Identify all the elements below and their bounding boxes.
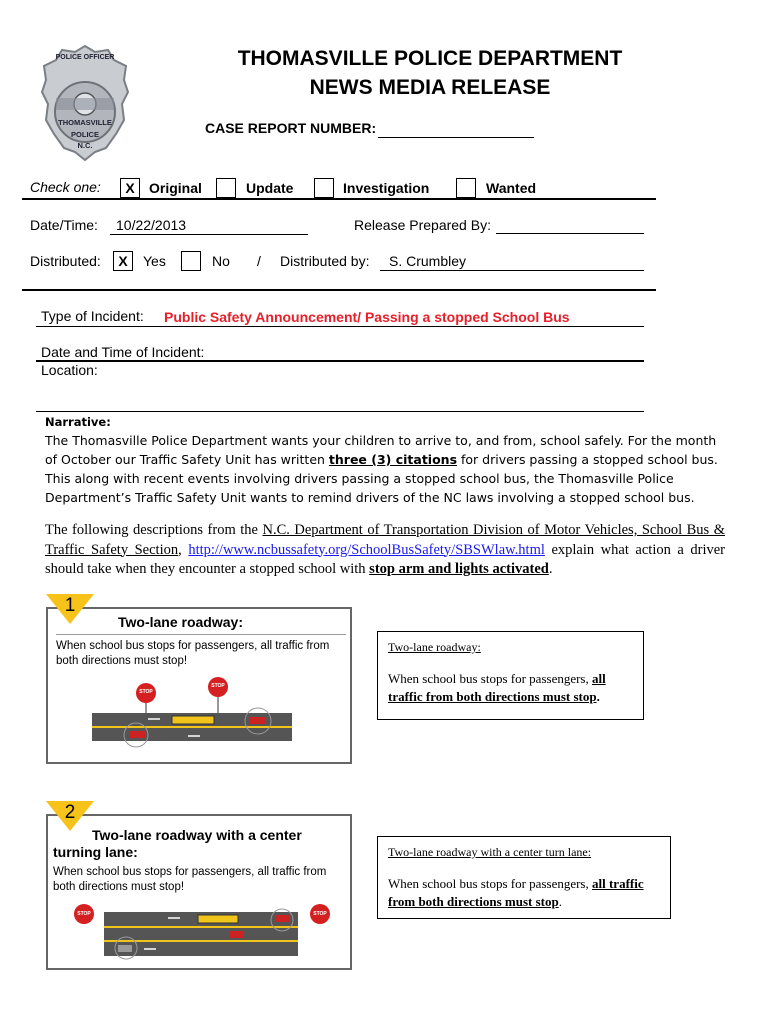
divider [36,360,644,362]
stop-sign-label: STOP [211,683,225,689]
narrative-paragraph: The Thomasville Police Department wants your children to arrive to, and from, school safely. For the month of October our Traffic Safety Unit has written three (3) citations for drivers passing a stopped school bus. This along with recent events involving drivers passing a stopped school bus, the Thomasville Police Department’s Traffic Safety Unit wants to remind drivers of the NC laws involving a stopped school bus. [45,433,718,505]
divider [36,411,644,412]
checkbox-update[interactable] [216,178,236,198]
diagram-caption: When school bus stops for passengers, all traffic from both directions must stop! [53,866,327,893]
divider [56,634,346,635]
case-report-label: CASE REPORT NUMBER: [205,120,377,136]
incident-type-value: Public Safety Announcement/ Passing a stopped School Bus [164,309,570,325]
case-report-field[interactable] [378,137,534,138]
release-prepared-field[interactable] [496,233,644,234]
incident-type-label: Type of Incident: [41,308,144,324]
separator-slash: / [257,253,261,269]
divider [22,289,656,291]
two-lane-road-illustration [48,673,350,763]
date-time-field-line [110,234,308,235]
narrative-heading: Narrative: [45,415,111,429]
stop-sign-label: STOP [313,911,327,917]
badge-state-text: N.C. [77,141,93,150]
diagram-title: Two-lane roadway: [118,614,243,630]
distributed-by-value: S. Crumbley [389,253,467,269]
option-update-label: Update [246,180,294,196]
distributed-by-label: Distributed by: [280,253,370,269]
date-time-label: Date/Time: [30,217,98,233]
stop-sign-label: STOP [77,911,91,917]
yes-label: Yes [143,253,166,269]
no-label: No [212,253,230,269]
diagram-two-lane [46,607,352,764]
badge-police-text: POLICE [71,130,99,139]
explanation-box-two-lane [377,631,644,720]
explanation-title: Two-lane roadway with a center turn lane: [388,845,592,859]
divider [22,198,656,200]
explanation-title: Two-lane roadway: [388,640,481,654]
citations-emphasis: three (3) citations [328,452,458,467]
stop-arm-emphasis: stop arm and lights activated [369,561,549,577]
checkbox-no[interactable] [181,251,201,271]
date-time-value: 10/22/2013 [116,217,187,233]
option-original-label: Original [149,180,202,196]
center-turn-lane-road-illustration [48,898,350,970]
option-wanted-label: Wanted [486,180,537,196]
release-prepared-label: Release Prepared By: [354,217,491,233]
checkbox-yes[interactable]: X [113,251,133,271]
explanation-box-center-turn-lane [377,836,671,919]
diagram-number: 1 [64,595,76,616]
diagram-center-turn-lane [46,814,352,970]
diagram-title: Two-lane roadway with a center [92,827,302,843]
page-title: THOMASVILLE POLICE DEPARTMENT [237,47,623,70]
distributed-by-field-line [380,270,644,271]
explanation-text: When school bus stops for passengers, all traffic from both directions must stop. [388,876,644,909]
stop-sign-label: STOP [139,689,153,695]
diagram-caption: When school bus stops for passengers, all traffic from both directions must stop! [56,640,330,667]
checkbox-wanted[interactable] [456,178,476,198]
source-paragraph: The following descriptions from the N.C. Department of Transportation Division of Motor Vehicles, School Bus & Traffic Safety Section, http://www.ncbussafety.org/SchoolBusSafety/SBSWlaw.html explain what action a driver should take when they encounter a stopped school with stop arm and lights activated. [45,522,726,577]
ncbussafety-url-link[interactable]: http://www.ncbussafety.org/SchoolBusSafety/SBSWlaw.html [188,541,545,558]
explanation-text: When school bus stops for passengers, all traffic from both directions must stop. [388,671,606,704]
diagram-title-cont: turning lane: [53,844,138,860]
ncdot-source-link[interactable]: N.C. Department of Transportation Division of Motor Vehicles, School Bus & Traffic Safety Section [45,522,725,558]
divider [36,326,644,327]
location-label: Location: [41,362,98,378]
page-subtitle: NEWS MEDIA RELEASE [309,76,551,99]
diagram-number: 2 [64,802,76,823]
badge-city-text: THOMASVILLE [58,118,112,127]
checkbox-investigation[interactable] [314,178,334,198]
police-badge-logo [40,44,130,162]
distributed-label: Distributed: [30,253,101,269]
check-one-label: Check one: [30,179,101,195]
option-investigation-label: Investigation [343,180,430,196]
incident-datetime-label: Date and Time of Incident: [41,344,205,360]
checkbox-original[interactable]: X [120,178,140,198]
badge-top-text: POLICE OFFICER [55,54,115,61]
